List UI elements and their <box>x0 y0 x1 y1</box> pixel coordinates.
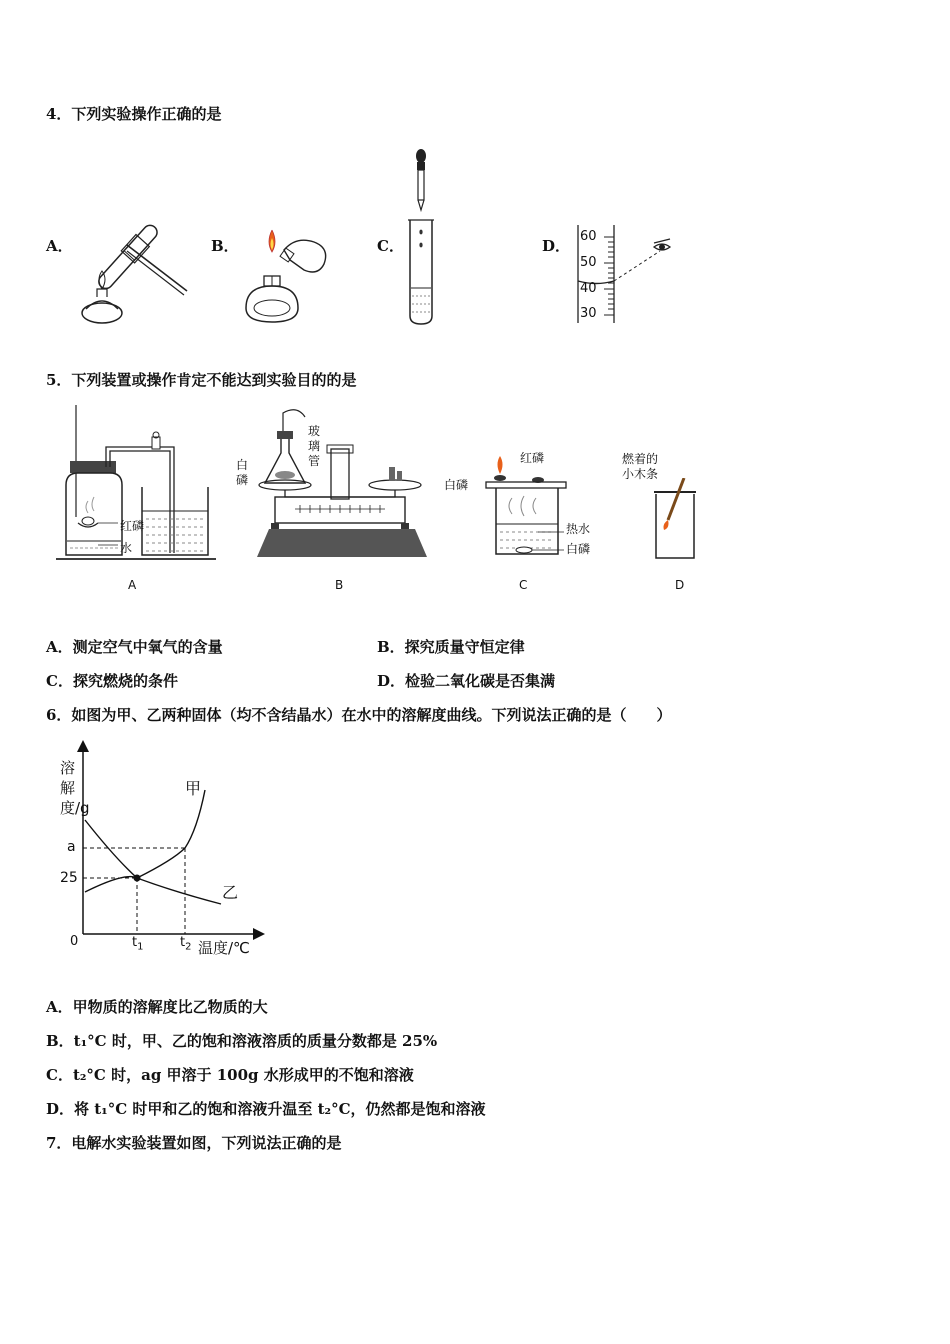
graph-tick-t2: $t_2$ <box>180 935 192 953</box>
cylinder-tick-50: 50 <box>580 255 597 270</box>
question-5-stem: 5．下列装置或操作肯定不能达到实验目的的是 <box>46 371 357 389</box>
fig-c-white-phosphorus-top-label: 白磷 <box>444 478 469 492</box>
fig-c-hot-water-label: 热水 <box>566 522 591 536</box>
q5-option-a: A．测定空气中氧气的含量 <box>46 638 223 656</box>
fig-caption-d: D <box>675 578 685 592</box>
t2-subscript: 2 <box>185 941 192 953</box>
fig-caption-a: A <box>128 578 137 592</box>
q4-option-c-label: C． <box>377 237 404 255</box>
graph-origin: 0 <box>70 934 79 949</box>
fig-c-red-phosphorus-label: 红磷 <box>520 451 545 465</box>
curve-jia-label: 甲 <box>185 779 202 798</box>
q5-option-c: C．探究燃烧的条件 <box>46 672 178 690</box>
curve-yi <box>85 820 221 904</box>
cylinder-tick-60: 60 <box>580 229 597 244</box>
fig-caption-b: B <box>335 578 344 592</box>
fig-b-glass-tube-label: 玻璃管 <box>308 424 321 468</box>
q4-option-a-label: A． <box>46 237 73 255</box>
cylinder-tick-40: 40 <box>580 281 597 296</box>
q5-option-b: B．探究质量守恒定律 <box>377 638 525 656</box>
cylinder-tick-30: 30 <box>580 306 597 321</box>
q6-option-a: A．甲物质的溶解度比乙物质的大 <box>46 998 268 1016</box>
graph-ylabel: 溶解度/g <box>60 759 90 817</box>
q5-gas-bottle-burning-stick <box>650 478 700 563</box>
fig-b-white-phosphorus-label: 白磷 <box>236 458 249 487</box>
q5-oxygen-content-apparatus <box>56 405 216 565</box>
q6-option-d: D．将 t₁°C 时甲和乙的饱和溶液升温至 t₂°C，仍然都是饱和溶液 <box>46 1100 486 1118</box>
fig-a-water-label: 水 <box>120 541 133 555</box>
t1-subscript: 1 <box>137 941 144 953</box>
q4-dropper-test-tube-figure <box>400 148 442 328</box>
graph-tick-25: 25 <box>60 870 78 886</box>
graph-xlabel: 温度/℃ <box>198 939 250 957</box>
solubility-curve-graph <box>55 740 270 960</box>
q4-lamp-lighting-figure <box>238 222 348 332</box>
graph-tick-a: a <box>67 839 76 855</box>
fig-caption-c: C <box>519 578 528 592</box>
intersection-point <box>134 875 141 882</box>
question-7-stem: 7．电解水实验装置如图，下列说法正确的是 <box>46 1134 342 1152</box>
question-6-stem: 6．如图为甲、乙两种固体（均不含结晶水）在水中的溶解度曲线。下列说法正确的是（ ） <box>46 706 672 724</box>
q4-option-b-label: B． <box>211 237 239 255</box>
q5-option-d: D．检验二氧化碳是否集满 <box>377 672 556 690</box>
fig-d-burning-stick-label: 燃着的小木条 <box>622 452 659 481</box>
q6-option-c: C．t₂°C 时，ag 甲溶于 100g 水形成甲的不饱和溶液 <box>46 1066 414 1084</box>
question-4-stem: 4．下列实验操作正确的是 <box>46 105 222 123</box>
fig-c-white-phosphorus-bottom-label: 白磷 <box>566 542 591 556</box>
q6-option-b: B．t₁°C 时，甲、乙的饱和溶液溶质的质量分数都是 25% <box>46 1032 438 1050</box>
graph-tick-t1: $t_1$ <box>132 935 144 953</box>
q4-option-d-label: D． <box>542 237 571 255</box>
curve-yi-label: 乙 <box>222 883 239 902</box>
q4-heating-test-tube-figure <box>72 205 197 330</box>
q5-balance-flask-apparatus <box>255 405 430 565</box>
fig-a-red-phosphorus-label: 红磷 <box>120 519 145 533</box>
